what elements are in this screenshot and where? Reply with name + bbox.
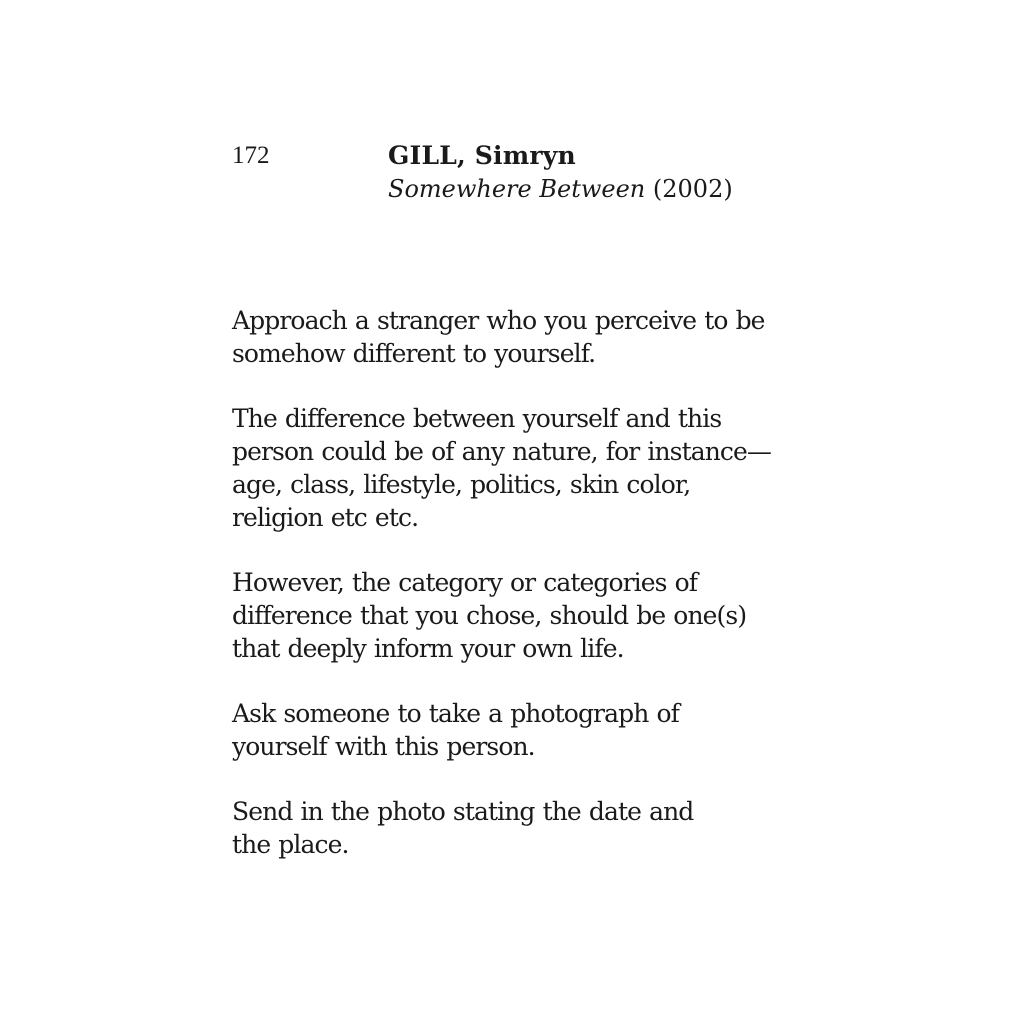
artist-name: GILL, Simryn bbox=[388, 141, 576, 170]
text-line: difference that you chose, should be one(s) bbox=[232, 601, 747, 630]
text-line: yourself with this person. bbox=[232, 732, 535, 761]
text-line: Approach a stranger who you perceive to be bbox=[232, 306, 765, 335]
text-line: person could be of any nature, for instance— bbox=[232, 437, 772, 466]
text-line: religion etc etc. bbox=[232, 503, 419, 532]
text-line: the place. bbox=[232, 830, 349, 859]
paragraph-photograph bbox=[232, 697, 872, 763]
paragraph-difference bbox=[232, 402, 872, 534]
text-line: Send in the photo stating the date and bbox=[232, 797, 694, 826]
work-title: Somewhere Between bbox=[388, 175, 646, 203]
work-line bbox=[388, 172, 733, 206]
text-line: However, the category or categories of bbox=[232, 568, 698, 597]
paragraph-category bbox=[232, 566, 872, 665]
work-year: (2002) bbox=[652, 175, 733, 203]
paragraph-send bbox=[232, 795, 872, 861]
paragraph-approach bbox=[232, 304, 872, 370]
text-line: age, class, lifestyle, politics, skin color, bbox=[232, 470, 691, 499]
instructions-body bbox=[232, 304, 872, 893]
text-line: The difference between yourself and this bbox=[232, 404, 722, 433]
entry-header bbox=[388, 140, 733, 206]
text-line: that deeply inform your own life. bbox=[232, 634, 624, 663]
text-line: Ask someone to take a photograph of bbox=[232, 699, 679, 728]
page-number: 172 bbox=[232, 142, 270, 169]
text-line: somehow different to yourself. bbox=[232, 339, 596, 368]
